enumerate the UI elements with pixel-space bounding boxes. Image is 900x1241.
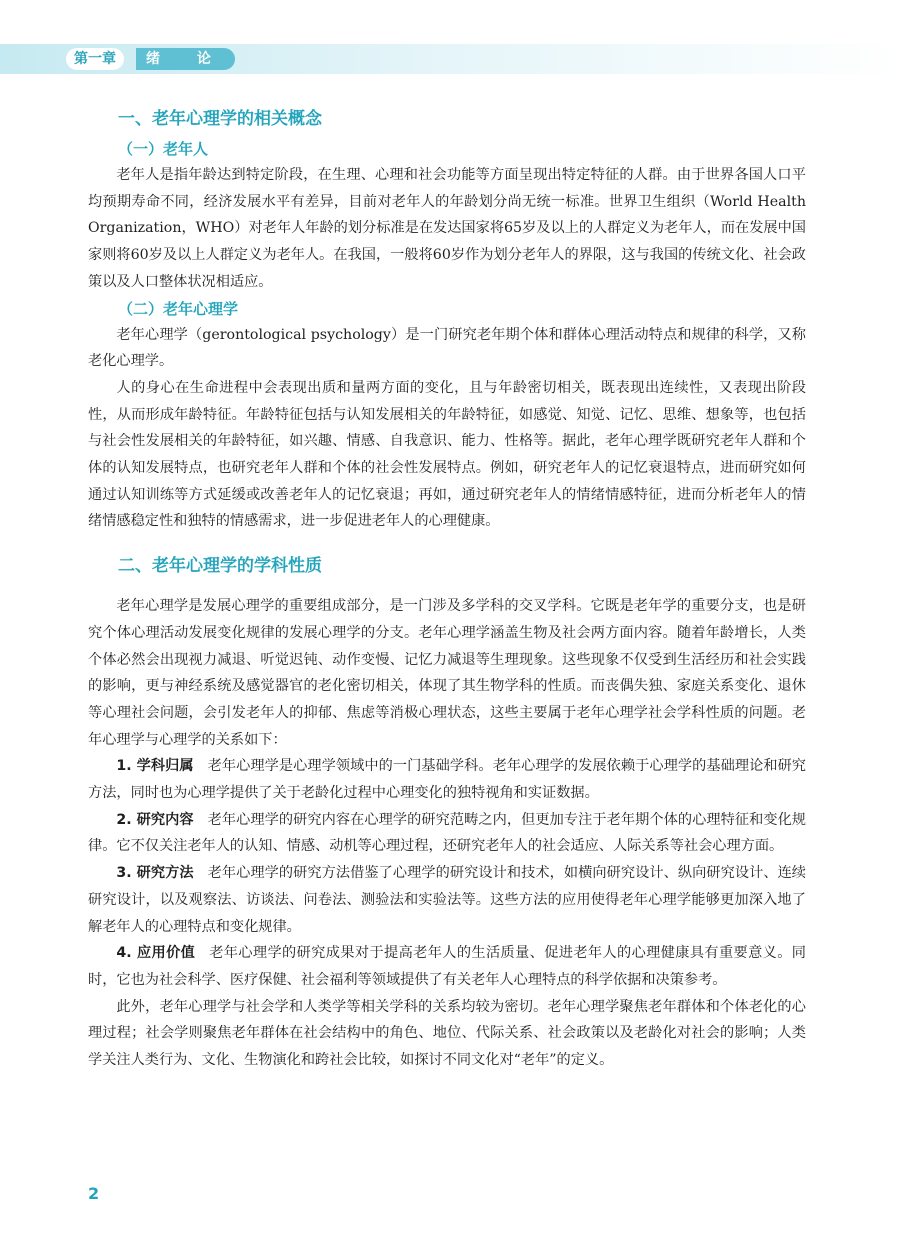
list-item-lead: 1. 学科归属 bbox=[116, 758, 194, 775]
paragraph: 老年心理学是发展心理学的重要组成部分，是一门涉及多学科的交叉学科。它既是老年学的重要分支，也是研究个体心理活动发展变化规律的发展心理学的分支。老年心理学涵盖生物及社会两方面内容。随着年龄增长，人类个体必然会出现视力减退、听觉迟钝、动作变慢、记忆力减退等生理现象。这些现象不仅受到生活经历和社会实践的影响，更与神经系统及感觉器官的老化密切相关，体现了其生物学科的性质。而丧偶失独、家庭关系变化、退休等心理社会问题，会引发老年人的抑郁、焦虑等消极心理状态，这些主要属于老年心理学社会学科性质的问题。老年心理学与心理学的关系如下： bbox=[88, 598, 806, 748]
list-item-text: 老年心理学的研究成果对于提高老年人的生活质量、促进老年人的心理健康具有重要意义。同时，它也为社会科学、医疗保健、社会福利等领域提供了有关老年人心理特点的科学依据和决策参考。 bbox=[88, 945, 806, 988]
list-item-lead: 2. 研究内容 bbox=[116, 811, 194, 828]
list-item-lead: 3. 研究方法 bbox=[116, 865, 194, 882]
page-number: 2 bbox=[88, 1184, 100, 1203]
list-item bbox=[88, 940, 806, 993]
paragraph: 人的身心在生命进程中会表现出质和量两方面的变化，且与年龄密切相关，既表现出连续性，又表现出阶段性，从而形成年龄特征。年龄特征包括与认知发展相关的年龄特征，如感觉、知觉、记忆、思维、想象等，也包括与社会性发展相关的年龄特征，如兴趣、情感、自我意识、能力、性格等。据此，老年心理学既研究老年人群和个体的认知发展特点，也研究老年人群和个体的社会性发展特点。例如，研究老年人的记忆衰退特点，进而研究如何通过认知训练等方式延缓或改善老年人的记忆衰退；再如，通过研究老年人的情绪情感特征，进而分析老年人的情绪情感稳定性和独特的情感需求，进一步促进老年人的心理健康。 bbox=[88, 379, 806, 530]
paragraph: 老年心理学（gerontological psychology）是一门研究老年期个体和群体心理活动特点和规律的科学，又称老化心理学。 bbox=[88, 326, 806, 370]
list-item-text: 老年心理学的研究方法借鉴了心理学的研究设计和技术，如横向研究设计、纵向研究设计、连续研究设计，以及观察法、访谈法、问卷法、测验法和实验法等。这些方法的应用使得老年心理学能够更加深入地了解老年人的心理特点和变化规律。 bbox=[88, 865, 806, 935]
paragraph: 此外，老年心理学与社会学和人类学等相关学科的关系均较为密切。老年心理学聚焦老年群体和个体老化的心理过程；社会学则聚焦老年群体在社会结构中的角色、地位、代际关系、社会政策以及老龄化对社会的影响；人类学关注人类行为、文化、生物演化和跨社会比较，如探讨不同文化对“老年”的定义。 bbox=[88, 998, 806, 1069]
subsection-heading-2: （二）老年心理学 bbox=[118, 299, 239, 318]
list-item-text: 老年心理学的研究内容在心理学的研究范畴之内，但更加专注于老年期个体的心理特征和变化规律。它不仅关注老年人的认知、情感、动机等心理过程，还研究老年人的社会适应、人际关系等社会心理方面。 bbox=[88, 811, 806, 855]
subsection-heading-1: （一）老年人 bbox=[118, 140, 209, 158]
running-header bbox=[66, 48, 235, 70]
list-item bbox=[88, 860, 806, 940]
list-item-lead: 4. 应用价值 bbox=[116, 945, 196, 962]
section-heading-2: 二、老年心理学的学科性质 bbox=[118, 556, 322, 577]
paragraph: 老年人是指年龄达到特定阶段，在生理、心理和社会功能等方面呈现出特定特征的人群。由于世界各国人口平均预期寿命不同，经济发展水平有差异，目前对老年人的年龄划分尚无统一标准。世界卫生组织（World Health Organization，WHO）对老年人年龄的划分标准是在发达国家将65岁及以上的人群定义为老年人，而在发展中国家则将60岁及以上人群定义为老年人。在我国，一般将60岁作为划分老年人的界限，这与我国的传统文化、社会政策以及人口整体状况相适应。 bbox=[88, 167, 806, 290]
list-item bbox=[88, 753, 806, 806]
section-heading-1: 一、老年心理学的相关概念 bbox=[118, 109, 322, 129]
chapter-title: 绪 论 bbox=[136, 48, 235, 70]
list-item-text: 老年心理学是心理学领域中的一门基础学科。老年心理学的发展依赖于心理学的基础理论和研究方法，同时也为心理学提供了关于老龄化过程中心理变化的独特视角和实证数据。 bbox=[88, 758, 806, 802]
page-body bbox=[88, 102, 806, 1074]
chapter-number: 第一章 bbox=[66, 48, 124, 70]
list-item bbox=[88, 807, 806, 860]
